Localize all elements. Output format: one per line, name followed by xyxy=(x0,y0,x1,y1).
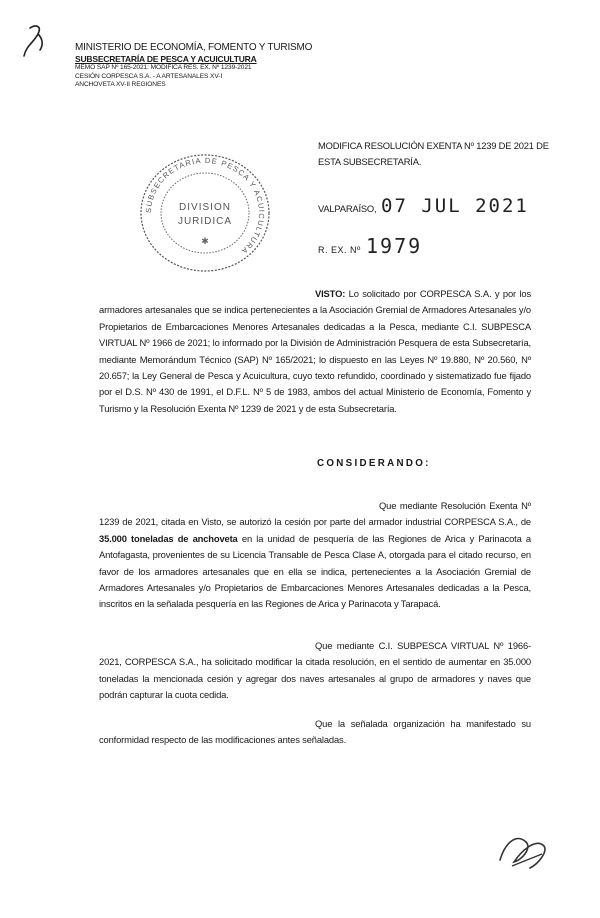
title-line-1: MODIFICA RESOLUCIÓN EXENTA Nº 1239 DE 2021 DE xyxy=(318,140,549,151)
date-line xyxy=(318,195,529,217)
signature-mark xyxy=(492,820,556,880)
considerando-1-bold: 35.000 toneladas de anchoveta xyxy=(99,532,238,544)
reference-line-1: MEMO SAP Nº 165-2021: MODIFICA RES. EX. Nº 1239-2021 xyxy=(75,64,252,72)
considerando-paragraph-1 xyxy=(99,498,531,613)
visto-label: VISTO: xyxy=(315,288,346,299)
considerando-2-text: Que mediante C.I. SUBPESCA VIRTUAL Nº 1966-2021, CORPESCA S.A., ha solicitado modificar la citada resolución, en el sentido de aumentar en 35.000 toneladas la mencionada cesión y agregar dos naves artesanales al grupo de armadores y naves que podrán capturar la cuota cedida. xyxy=(99,640,531,701)
division-juridica-stamp xyxy=(134,150,276,276)
stamp-star-icon: ✱ xyxy=(201,236,209,246)
considerando-3-text: Que la señalada organización ha manifestado su conformidad respecto de las modificaciones antes señaladas. xyxy=(99,718,531,746)
visto-text: Lo solicitado por CORPESCA S.A. y por los armadores artesanales que se indica pertenecientes a la Asociación Gremial de Armadores Artesanales y/o Propietarios de Embarcaciones Menores Artesanales dedicadas a la Pesca, mediante C.I. SUBPESCA VIRTUAL Nº 1966 de 2021; lo informado por la División de Administración Pesquera de esta Subsecretaría, mediante Memorándum Técnico (SAP) Nº 165/2021; lo dispuesto en las Leyes Nº 19.880, Nº 20.560, Nº 20.657; la Ley General de Pesca y Acuicultura, cuyo texto refundido, coordinado y sistematizado fue fijado por el D.S. Nº 430 de 1991, el D.F.L. Nº 5 de 1983, ambos del actual Ministerio de Economía, Fomento y Turismo y la Resolución Exenta Nº 1239 de 2021 y de esta Subsecretaría. xyxy=(99,288,531,414)
resolution-number-line xyxy=(318,234,423,258)
date-value: 07 JUL 2021 xyxy=(381,195,529,217)
considerando-heading: CONSIDERANDO: xyxy=(317,458,431,469)
stamp-line-2: JURIDICA xyxy=(177,216,233,227)
undersecretariat-name: SUBSECRETARÍA DE PESCA Y ACUICULTURA xyxy=(75,54,257,64)
title-line-2: ESTA SUBSECRETARÍA. xyxy=(318,155,422,167)
considerando-paragraph-3 xyxy=(99,716,531,749)
letterhead xyxy=(75,42,312,90)
considerando-paragraph-2 xyxy=(99,638,531,704)
ministry-name: MINISTERIO DE ECONOMÍA, FOMENTO Y TURISMO xyxy=(75,42,313,53)
reference-line-3: ANCHOVETA XV-II REGIONES xyxy=(75,81,166,89)
reference-line-2: CESIÓN CORPESCA S.A. - A ARTESANALES XV-I xyxy=(75,72,223,80)
visto-paragraph xyxy=(99,286,531,417)
document-title xyxy=(318,138,549,170)
considerando-1-text-b: en la unidad de pesquería de las Regiones de Arica y Parinacota a Antofagasta, provenientes de su Licencia Transable de Pesca Clase A, otorgada para el citado recurso, en favor de los armadores artesanales que en ella se indica, pertenecientes a la Asociación Gremial de Armadores Artesanales y/o Propietarios de Embarcaciones Menores Artesanales dedicadas a la Pesca, inscritos en la señalada pesquería en las Regiones de Arica y Parinacota y Tarapacá. xyxy=(99,532,531,610)
considerando-1-text-a: Que mediante Resolución Exenta Nº 1239 de 2021, citada en Visto, se autorizó la cesión por parte del armador industrial CORPESCA S.A., de xyxy=(99,500,531,528)
resolution-label: R. EX. Nº xyxy=(318,245,361,255)
initials-mark xyxy=(16,22,50,62)
stamp-ring-text: SUBSECRETARIA DE PESCA Y ACUICULTURA xyxy=(143,155,267,257)
resolution-number: 1979 xyxy=(366,234,423,258)
stamp-line-1: DIVISION xyxy=(179,202,231,213)
date-label: VALPARAÍSO, xyxy=(318,203,377,214)
